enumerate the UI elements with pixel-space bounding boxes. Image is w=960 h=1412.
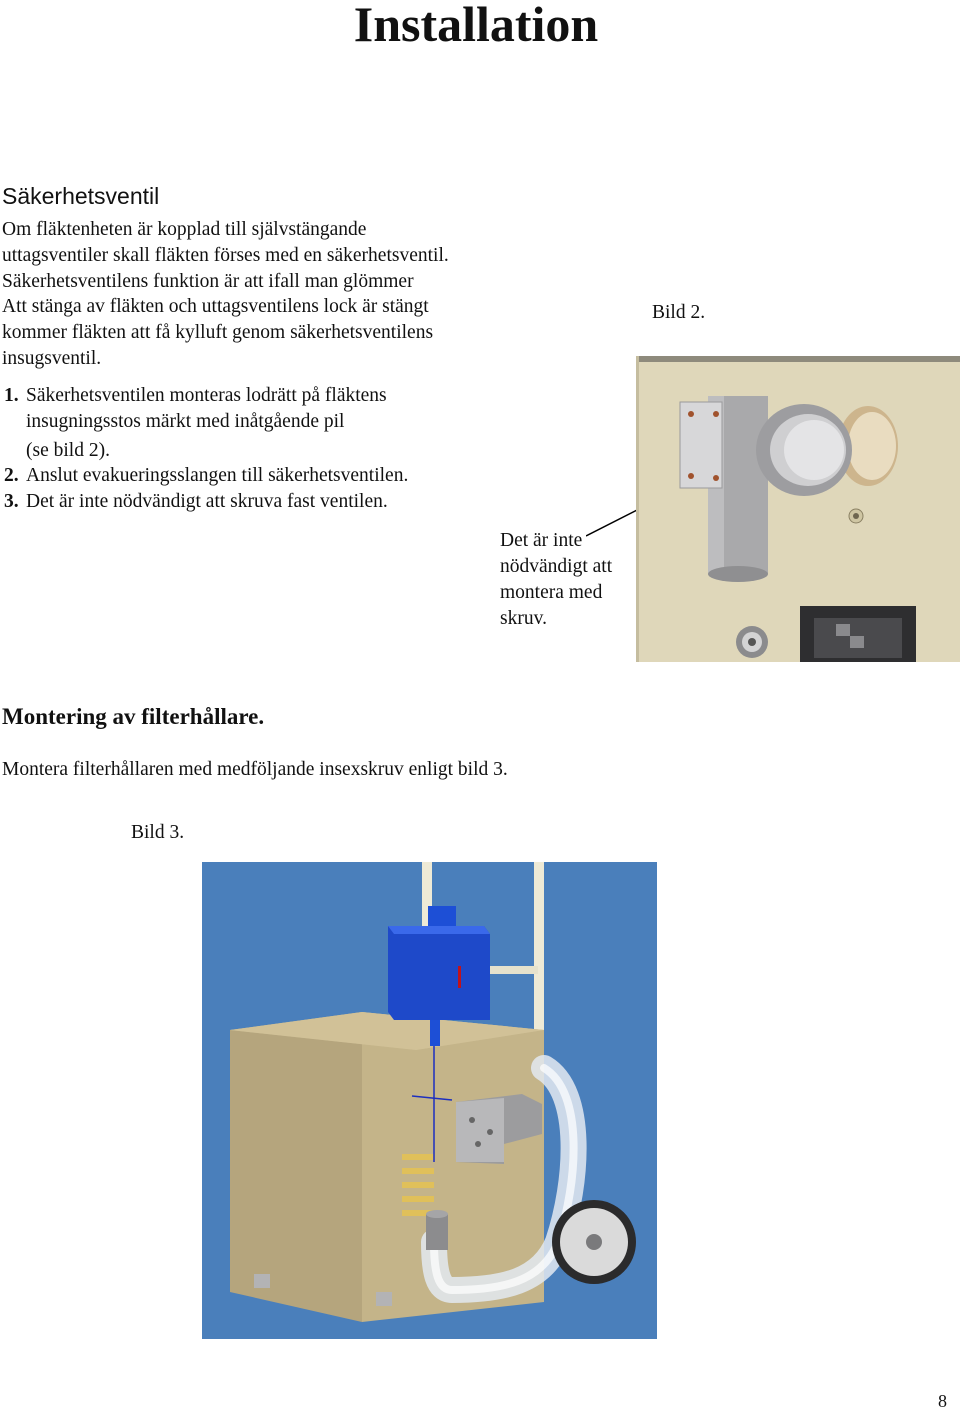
intro-line: insugsventil. [2, 347, 102, 369]
note-line: montera med [500, 582, 603, 603]
figure-bild-3-illustration [202, 862, 657, 1339]
step-number: 2. [4, 465, 19, 487]
note-line: Det är inte [500, 530, 583, 551]
step-number: 1. [4, 385, 19, 406]
figure-caption-bild-3: Bild 3. [131, 822, 185, 843]
figure-bild-2-illustration [636, 356, 960, 662]
installation-steps [4, 383, 494, 515]
step-line: Det är inte nödvändigt att skruva fast ventilen. [26, 491, 388, 513]
intro-paragraph [2, 217, 522, 372]
step-number: 3. [4, 491, 19, 513]
page-title: Installation [353, 0, 599, 52]
step-1 [4, 383, 494, 463]
intro-line: kommer fläkten att få kylluft genom säkerhetsventilens [2, 322, 434, 344]
step-line: (se bild 2). [26, 439, 110, 461]
note-line: nödvändigt att [500, 556, 613, 577]
intro-line: Att stänga av fläkten och uttagsventilens lock är stängt [2, 296, 429, 318]
step-2 [4, 463, 494, 489]
step-line: Säkerhetsventilen monteras lodrätt på fläktens [26, 385, 387, 406]
filter-holder-paragraph: Montera filterhållaren med medföljande insexskruv enligt bild 3. [2, 759, 508, 780]
intro-line: uttagsventiler skall fläkten förses med en säkerhetsventil. [2, 244, 449, 266]
step-3 [4, 489, 494, 515]
step-line: insugningsstos märkt med inåtgående pil [26, 410, 345, 432]
intro-line: Säkerhetsventilens funktion är att ifall man glömmer [2, 270, 414, 292]
intro-line: Om fläktenheten är kopplad till självstängande [2, 219, 367, 240]
page-number: 8 [938, 1391, 947, 1411]
step-line: Anslut evakueringsslangen till säkerhetsventilen. [26, 465, 409, 487]
section-heading-filter-holder: Montering av filterhållare. [2, 704, 265, 729]
section-heading-safety-valve: Säkerhetsventil [2, 183, 160, 209]
note-line: skruv. [500, 608, 547, 629]
screw-note [500, 528, 640, 632]
figure-caption-bild-2: Bild 2. [652, 302, 706, 323]
